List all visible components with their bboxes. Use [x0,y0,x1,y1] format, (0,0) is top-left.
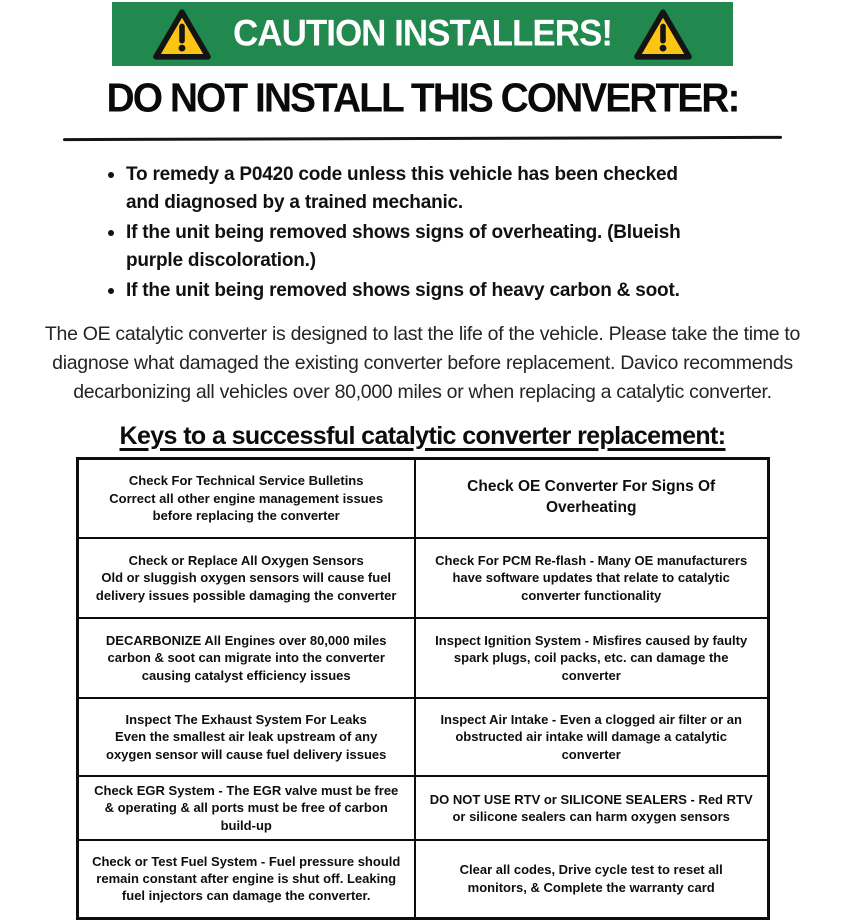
table-cell-right: DO NOT USE RTV or SILICONE SEALERS - Red RTV or silicone sealers can harm oxygen sensors [415,776,768,840]
table-cell-right: Check OE Converter For Signs Of Overheating [415,458,768,538]
table-cell-left: Check or Replace All Oxygen Sensors Old or sluggish oxygen sensors will cause fuel delivery issues possible damaging the converter [77,538,415,618]
warning-item: If the unit being removed shows signs of heavy carbon & soot. [105,277,710,305]
warning-triangle-icon [151,7,213,62]
table-cell-right: Clear all codes, Drive cycle test to reset all monitors, & Complete the warranty card [415,840,768,918]
table-row [77,458,768,538]
table-cell-left: Inspect The Exhaust System For Leaks Even the smallest air leak upstream of any oxygen sensor will cause fuel delivery issues [77,698,415,776]
headline: DO NOT INSTALL THIS CONVERTER: [106,76,739,121]
divider-rule [63,136,782,141]
table-row [77,698,768,776]
warning-list [105,161,710,305]
replacement-keys-table [76,457,770,920]
warning-item: To remedy a P0420 code unless this vehicle has been checked and diagnosed by a trained mechanic. [105,161,710,216]
caution-banner [112,2,733,66]
table-cell-left: DECARBONIZE All Engines over 80,000 miles carbon & soot can migrate into the converter causing catalyst efficiency issues [77,618,415,698]
table-row [77,840,768,918]
table-row [77,538,768,618]
table-cell-left: Check For Technical Service Bulletins Correct all other engine management issues before replacing the converter [77,458,415,538]
caution-flyer [0,2,845,921]
table-cell-right: Inspect Ignition System - Misfires caused by faulty spark plugs, coil packs, etc. can damage the converter [415,618,768,698]
table-row [77,618,768,698]
table-cell-left: Check or Test Fuel System - Fuel pressure should remain constant after engine is shut off. Leaking fuel injectors can damage the converter. [77,840,415,918]
table-row [77,776,768,840]
table-cell-right: Check For PCM Re-flash - Many OE manufacturers have software updates that relate to catalytic converter functionality [415,538,768,618]
warning-triangle-icon [632,7,694,62]
table-cell-right: Inspect Air Intake - Even a clogged air filter or an obstructed air intake will damage a catalytic converter [415,698,768,776]
table-cell-left: Check EGR System - The EGR valve must be free & operating & all ports must be free of carbon build-up [77,776,415,840]
keys-heading: Keys to a successful catalytic converter replacement: [119,421,726,450]
warning-item: If the unit being removed shows signs of overheating. (Blueish purple discoloration.) [105,219,710,274]
advisory-paragraph: The OE catalytic converter is designed to last the life of the vehicle. Please take the time to diagnose what damaged the existing converter before replacement. Davico recommends decarbonizing all vehicles over 80,000 miles or when replacing a catalytic converter. [44,322,801,403]
banner-title: CAUTION INSTALLERS! [233,12,612,55]
